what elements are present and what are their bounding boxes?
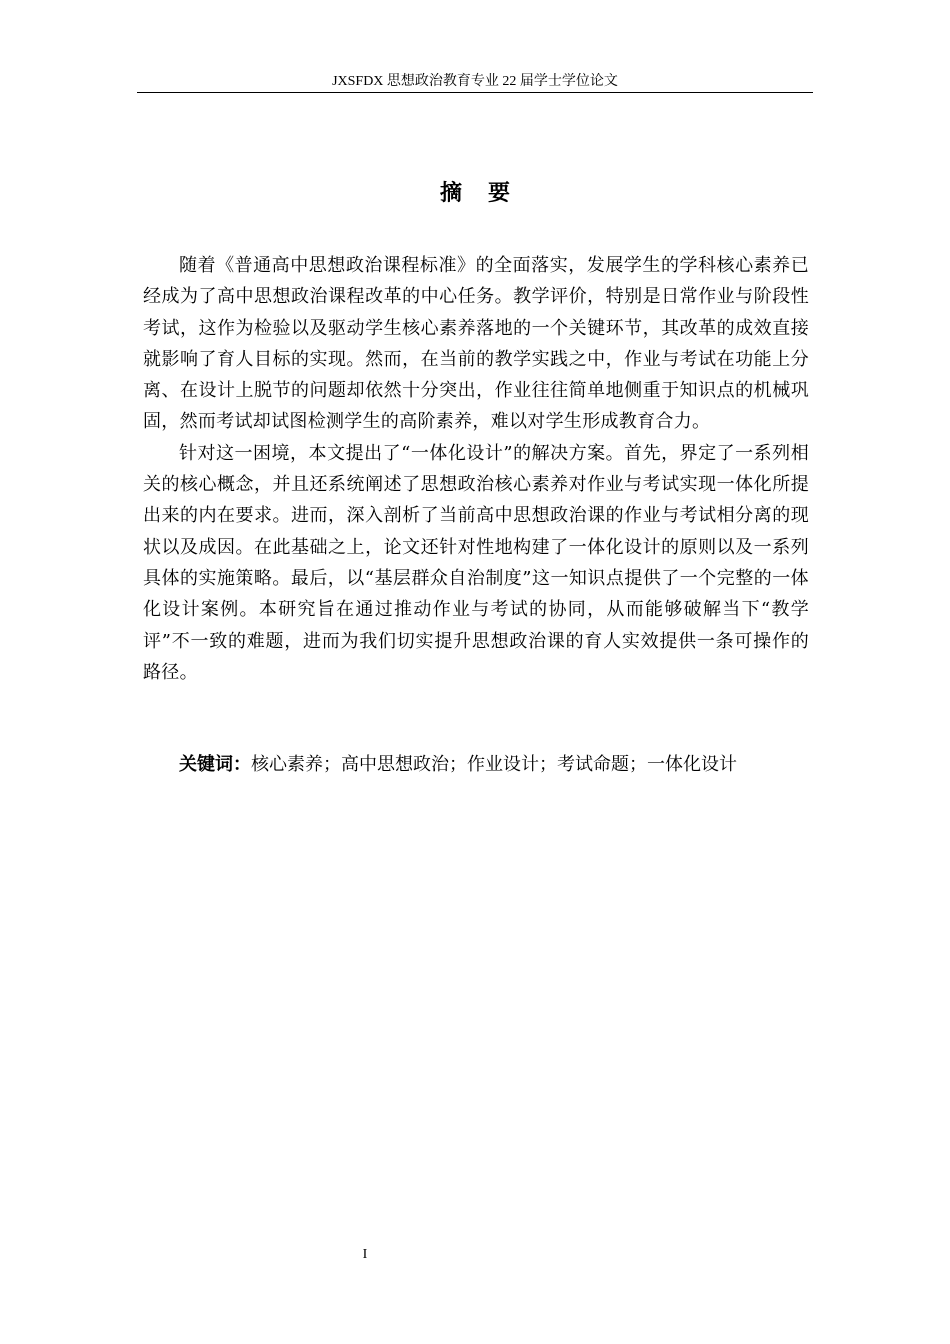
abstract-body xyxy=(143,250,809,688)
abstract-paragraph-2: 针对这一困境，本文提出了“一体化设计”的解决方案。首先，界定了一系列相关的核心概念，并且还系统阐述了思想政治核心素养对作业与考试实现一体化所提出来的内在要求。进而，深入剖析了当前高中思想政治课的作业与考试相分离的现状以及成因。在此基础之上，论文还针对性地构建了一体化设计的原则以及一系列具体的实施策略。最后，以“基层群众自治制度”这一知识点提供了一个完整的一体化设计案例。本研究旨在通过推动作业与考试的协同，从而能够破解当下“教学评”不一致的难题，进而为我们切实提升思想政治课的育人实效提供一条可操作的路径。 xyxy=(143,442,809,683)
abstract-paragraph-1: 随着《普通高中思想政治课程标准》的全面落实，发展学生的学科核心素养已经成为了高中思想政治课程改革的中心任务。教学评价，特别是日常作业与阶段性考试，这作为检验以及驱动学生核心素养落地的一个关键环节，其改革的成效直接就影响了育人目标的实现。然而，在当前的教学实践之中，作业与考试在功能上分离、在设计上脱节的问题却依然十分突出，作业往往简单地侧重于知识点的机械巩固，然而考试却试图检测学生的高阶素养，难以对学生形成教育合力。 xyxy=(143,255,809,433)
keywords-line xyxy=(179,749,819,780)
running-header: JXSFDX 思想政治教育专业 22 届学士学位论文 xyxy=(332,74,618,89)
header-rule xyxy=(137,92,813,93)
abstract-title: 摘要 xyxy=(439,181,536,206)
keywords-label: 关键词： xyxy=(179,754,251,775)
keywords-text: 核心素养；高中思想政治；作业设计；考试命题；一体化设计 xyxy=(251,754,737,775)
page-number: I xyxy=(362,1247,368,1262)
